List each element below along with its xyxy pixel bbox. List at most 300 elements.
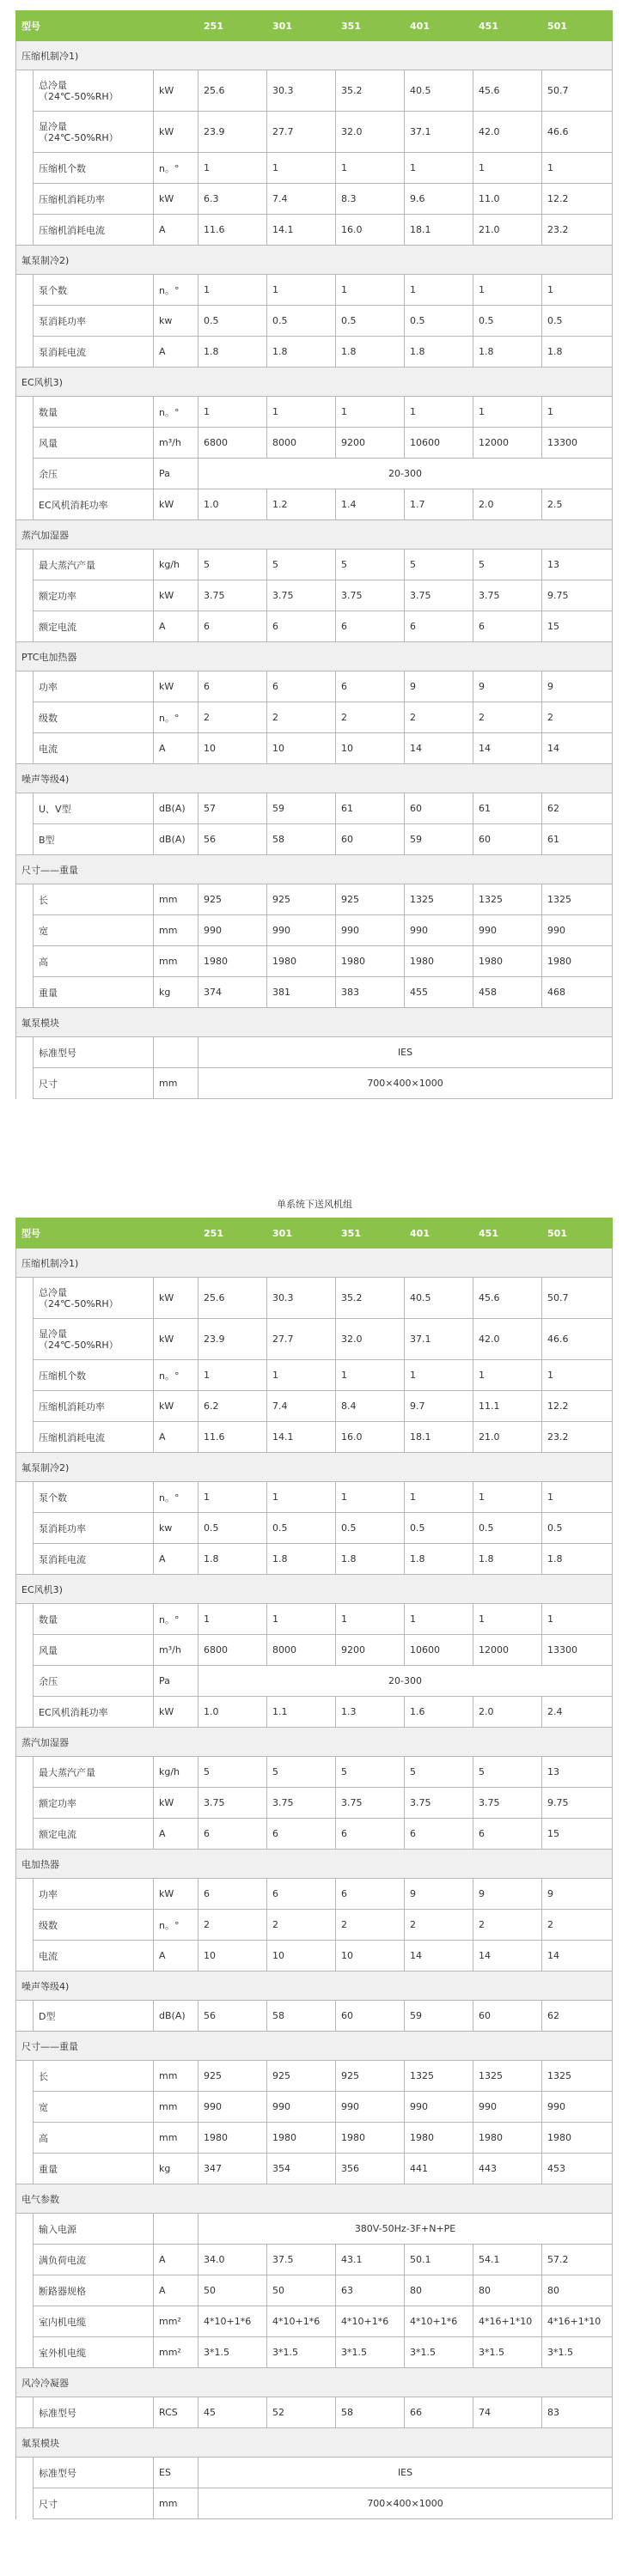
row-value: 5 — [405, 550, 473, 580]
table-row — [16, 2092, 613, 2123]
row-value: 59 — [405, 2001, 473, 2032]
row-value: 5 — [336, 1757, 405, 1788]
row-value: 0.5 — [267, 306, 336, 337]
row-value: 43.1 — [336, 2245, 405, 2275]
row-value: 2 — [198, 1910, 267, 1941]
header-cell: 501 — [542, 1218, 613, 1249]
row-value: 2 — [336, 1910, 405, 1941]
table-row — [16, 2275, 613, 2306]
row-label: 泵消耗功率 — [34, 1513, 154, 1544]
row-unit: kW — [154, 1319, 198, 1360]
header-model: 型号 — [16, 11, 198, 41]
table-row — [16, 1482, 613, 1513]
indent-cell — [16, 215, 34, 246]
table-row — [16, 2123, 613, 2154]
row-value: 1 — [405, 1604, 473, 1635]
indent-cell — [16, 397, 34, 428]
row-value: 1 — [336, 397, 405, 428]
table-row — [16, 824, 613, 855]
row-unit: kW — [154, 1879, 198, 1910]
row-value: 62 — [542, 793, 613, 824]
row-value: 1 — [267, 1604, 336, 1635]
indent-cell — [16, 2397, 34, 2428]
section-row — [16, 1249, 613, 1278]
table-row — [16, 1422, 613, 1453]
section-row — [16, 2368, 613, 2397]
indent-cell — [16, 1788, 34, 1819]
row-value: 3.75 — [336, 1788, 405, 1819]
indent-cell — [16, 1068, 34, 1099]
section-title: 蒸汽加湿器 — [16, 1728, 613, 1757]
row-value: 32.0 — [336, 112, 405, 153]
row-unit: kW — [154, 1788, 198, 1819]
row-value: 9 — [473, 1879, 542, 1910]
row-value: 6 — [198, 671, 267, 702]
row-value: 6.3 — [198, 184, 267, 215]
row-value: 6 — [405, 1819, 473, 1850]
row-unit: kW — [154, 1697, 198, 1728]
row-value: 1 — [473, 1482, 542, 1513]
row-label: 标准型号 — [34, 2458, 154, 2488]
row-value: 1325 — [473, 884, 542, 915]
row-value: 12000 — [473, 428, 542, 459]
row-unit: kW — [154, 112, 198, 153]
row-unit: n。° — [154, 1910, 198, 1941]
indent-cell — [16, 489, 34, 520]
row-value: 9.75 — [542, 580, 613, 611]
row-value: 50.7 — [542, 1278, 613, 1319]
row-value: 14 — [473, 733, 542, 764]
row-value: 1.4 — [336, 489, 405, 520]
row-value: 1980 — [542, 946, 613, 977]
row-value: 0.5 — [267, 1513, 336, 1544]
row-value: 12.2 — [542, 184, 613, 215]
row-value: 0.5 — [473, 306, 542, 337]
indent-cell — [16, 112, 34, 153]
row-value: 990 — [336, 915, 405, 946]
row-value: 1.8 — [336, 337, 405, 368]
row-value: 34.0 — [198, 2245, 267, 2275]
row-value: 13300 — [542, 1635, 613, 1666]
indent-cell — [16, 2306, 34, 2337]
section-title: 尺寸——重量 — [16, 2032, 613, 2061]
table-row — [16, 1788, 613, 1819]
row-value: 1 — [336, 1360, 405, 1391]
row-value: 6 — [336, 611, 405, 642]
row-unit: m³/h — [154, 428, 198, 459]
indent-cell — [16, 824, 34, 855]
row-label: 压缩机消耗电流 — [34, 1422, 154, 1453]
row-unit: mm — [154, 884, 198, 915]
row-value: 1.2 — [267, 489, 336, 520]
row-unit: A — [154, 215, 198, 246]
row-label-sub: （24℃-50%RH） — [39, 1339, 119, 1351]
table-row — [16, 1391, 613, 1422]
row-value: 15 — [542, 611, 613, 642]
row-value: 1 — [473, 1360, 542, 1391]
section-title: PTC电加热器 — [16, 642, 613, 671]
row-label: 断路器规格 — [34, 2275, 154, 2306]
row-label: 功率 — [34, 1879, 154, 1910]
header-cell: 251 — [198, 1218, 267, 1249]
row-value: 10600 — [405, 428, 473, 459]
row-span-value: IES — [198, 1037, 613, 1068]
section-row — [16, 2428, 613, 2458]
row-label — [34, 70, 154, 112]
row-value: 990 — [405, 915, 473, 946]
row-value: 1 — [267, 397, 336, 428]
row-value: 32.0 — [336, 1319, 405, 1360]
row-value: 6 — [198, 1879, 267, 1910]
row-label: 泵消耗电流 — [34, 337, 154, 368]
row-value: 6 — [267, 671, 336, 702]
row-unit: mm² — [154, 2337, 198, 2368]
section-row — [16, 2184, 613, 2214]
row-value: 11.0 — [473, 184, 542, 215]
row-label — [34, 1278, 154, 1319]
row-value: 2.5 — [542, 489, 613, 520]
row-value: 10 — [198, 733, 267, 764]
row-value: 1 — [405, 275, 473, 306]
row-value: 83 — [542, 2397, 613, 2428]
table-row — [16, 215, 613, 246]
row-value: 1 — [473, 275, 542, 306]
table-row — [16, 1697, 613, 1728]
row-unit: RCS — [154, 2397, 198, 2428]
row-value: 990 — [336, 2092, 405, 2123]
row-value: 1.8 — [473, 1544, 542, 1575]
row-label: 风量 — [34, 428, 154, 459]
row-value: 1325 — [542, 2061, 613, 2092]
section-row — [16, 246, 613, 275]
row-value: 6 — [198, 611, 267, 642]
row-value: 6 — [267, 1819, 336, 1850]
row-value: 61 — [542, 824, 613, 855]
row-value: 0.5 — [405, 1513, 473, 1544]
header-cell: 251 — [198, 11, 267, 41]
header-cell: 451 — [473, 1218, 542, 1249]
row-value: 45.6 — [473, 1278, 542, 1319]
indent-cell — [16, 550, 34, 580]
row-value: 11.6 — [198, 1422, 267, 1453]
row-unit: A — [154, 611, 198, 642]
row-value: 57 — [198, 793, 267, 824]
table-row — [16, 1604, 613, 1635]
row-value: 59 — [405, 824, 473, 855]
row-label: 压缩机消耗电流 — [34, 215, 154, 246]
row-value: 11.1 — [473, 1391, 542, 1422]
row-label: 泵消耗电流 — [34, 1544, 154, 1575]
table-row — [16, 580, 613, 611]
section-title: EC风机3) — [16, 1575, 613, 1604]
row-unit: dB(A) — [154, 793, 198, 824]
row-unit: kW — [154, 1391, 198, 1422]
row-value: 13300 — [542, 428, 613, 459]
section-title: 蒸汽加湿器 — [16, 520, 613, 550]
indent-cell — [16, 2061, 34, 2092]
indent-cell — [16, 1604, 34, 1635]
table-row — [16, 489, 613, 520]
section-title: 压缩机制冷1) — [16, 41, 613, 70]
section-row — [16, 368, 613, 397]
row-label: 压缩机个数 — [34, 153, 154, 184]
row-value: 3.75 — [405, 580, 473, 611]
row-value: 25.6 — [198, 1278, 267, 1319]
table-row — [16, 153, 613, 184]
row-label: 数量 — [34, 397, 154, 428]
row-unit: mm — [154, 2061, 198, 2092]
indent-cell — [16, 70, 34, 112]
indent-cell — [16, 1910, 34, 1941]
row-value: 80 — [542, 2275, 613, 2306]
table-row — [16, 2061, 613, 2092]
row-label — [34, 1319, 154, 1360]
row-value: 3*1.5 — [198, 2337, 267, 2368]
section-title: 尺寸——重量 — [16, 855, 613, 884]
row-value: 57.2 — [542, 2245, 613, 2275]
row-unit: n。° — [154, 275, 198, 306]
indent-cell — [16, 1635, 34, 1666]
row-value: 990 — [405, 2092, 473, 2123]
row-value: 990 — [267, 2092, 336, 2123]
row-unit: kW — [154, 580, 198, 611]
row-value: 27.7 — [267, 112, 336, 153]
row-value: 63 — [336, 2275, 405, 2306]
table-row — [16, 2337, 613, 2368]
section-title: 电加热器 — [16, 1850, 613, 1879]
table-row — [16, 112, 613, 153]
row-value: 1.1 — [267, 1697, 336, 1728]
row-value: 2 — [336, 702, 405, 733]
row-value: 5 — [473, 550, 542, 580]
row-value: 1 — [198, 275, 267, 306]
table-row — [16, 1757, 613, 1788]
row-value: 10 — [267, 733, 336, 764]
row-value: 3.75 — [267, 1788, 336, 1819]
row-value: 5 — [267, 550, 336, 580]
row-label: 额定电流 — [34, 1819, 154, 1850]
row-unit: n。° — [154, 153, 198, 184]
row-value: 2 — [405, 1910, 473, 1941]
table-row — [16, 1037, 613, 1068]
table-row — [16, 70, 613, 112]
row-value: 1 — [473, 153, 542, 184]
row-value: 45.6 — [473, 70, 542, 112]
row-value: 58 — [267, 824, 336, 855]
indent-cell — [16, 946, 34, 977]
row-value: 925 — [198, 884, 267, 915]
row-value: 1 — [473, 1604, 542, 1635]
row-value: 3*1.5 — [336, 2337, 405, 2368]
row-value: 2.0 — [473, 1697, 542, 1728]
row-value: 1980 — [198, 946, 267, 977]
row-unit: kg — [154, 977, 198, 1008]
row-value: 1.6 — [405, 1697, 473, 1728]
table-row — [16, 915, 613, 946]
row-value: 8000 — [267, 1635, 336, 1666]
row-value: 1.8 — [405, 1544, 473, 1575]
indent-cell — [16, 2245, 34, 2275]
row-value: 3*1.5 — [405, 2337, 473, 2368]
row-value: 56 — [198, 824, 267, 855]
row-value: 60 — [473, 824, 542, 855]
row-value: 16.0 — [336, 215, 405, 246]
indent-cell — [16, 275, 34, 306]
table-row — [16, 2397, 613, 2428]
indent-cell — [16, 671, 34, 702]
header-cell: 401 — [405, 11, 473, 41]
row-value: 4*16+1*10 — [473, 2306, 542, 2337]
row-unit: kw — [154, 1513, 198, 1544]
row-value: 1 — [405, 1482, 473, 1513]
row-value: 6 — [267, 611, 336, 642]
row-value: 5 — [405, 1757, 473, 1788]
row-label: 电流 — [34, 733, 154, 764]
row-value: 62 — [542, 2001, 613, 2032]
row-value: 1 — [198, 1482, 267, 1513]
row-value: 59 — [267, 793, 336, 824]
indent-cell — [16, 1757, 34, 1788]
row-value: 35.2 — [336, 70, 405, 112]
row-value: 990 — [542, 915, 613, 946]
row-label: 压缩机个数 — [34, 1360, 154, 1391]
row-value: 6 — [336, 671, 405, 702]
row-unit: A — [154, 1941, 198, 1971]
row-label-sub: （24℃-50%RH） — [39, 90, 119, 102]
row-label: B型 — [34, 824, 154, 855]
indent-cell — [16, 1482, 34, 1513]
row-value: 18.1 — [405, 215, 473, 246]
row-value: 30.3 — [267, 70, 336, 112]
row-value: 42.0 — [473, 112, 542, 153]
indent-cell — [16, 1879, 34, 1910]
row-value: 6800 — [198, 428, 267, 459]
row-value: 1 — [198, 397, 267, 428]
row-label: 室外机电缆 — [34, 2337, 154, 2368]
row-value: 2.4 — [542, 1697, 613, 1728]
table-row — [16, 884, 613, 915]
row-value: 37.1 — [405, 1319, 473, 1360]
table-row — [16, 459, 613, 489]
row-value: 1980 — [267, 2123, 336, 2154]
row-unit: n。° — [154, 1604, 198, 1635]
table-row — [16, 1819, 613, 1850]
row-value: 80 — [473, 2275, 542, 2306]
row-value: 60 — [336, 2001, 405, 2032]
row-value: 1.7 — [405, 489, 473, 520]
indent-cell — [16, 611, 34, 642]
section-row — [16, 855, 613, 884]
row-label: 功率 — [34, 671, 154, 702]
row-label: 室内机电缆 — [34, 2306, 154, 2337]
row-unit: mm — [154, 2123, 198, 2154]
row-value: 1.8 — [542, 337, 613, 368]
section-title: 氟泵制冷2) — [16, 246, 613, 275]
section-title: 噪声等级4) — [16, 764, 613, 793]
row-value: 27.7 — [267, 1319, 336, 1360]
row-value: 2 — [473, 1910, 542, 1941]
row-unit: Pa — [154, 1666, 198, 1697]
row-unit: n。° — [154, 702, 198, 733]
row-value: 1 — [198, 1360, 267, 1391]
row-value: 23.2 — [542, 1422, 613, 1453]
indent-cell — [16, 2123, 34, 2154]
table-row — [16, 2306, 613, 2337]
row-value: 9200 — [336, 428, 405, 459]
row-unit: kg — [154, 2154, 198, 2184]
indent-cell — [16, 1697, 34, 1728]
row-unit: kW — [154, 489, 198, 520]
row-value: 1 — [405, 153, 473, 184]
row-value: 1 — [198, 153, 267, 184]
row-value: 9.7 — [405, 1391, 473, 1422]
row-unit: n。° — [154, 397, 198, 428]
row-unit: n。° — [154, 1482, 198, 1513]
row-span-value: IES — [198, 2458, 613, 2488]
table-row — [16, 733, 613, 764]
row-value: 16.0 — [336, 1422, 405, 1453]
row-value: 5 — [267, 1757, 336, 1788]
row-value: 1 — [267, 1482, 336, 1513]
row-label: 额定功率 — [34, 580, 154, 611]
row-label-sub: （24℃-50%RH） — [39, 131, 119, 143]
row-value: 925 — [267, 884, 336, 915]
row-value: 1325 — [405, 2061, 473, 2092]
row-value: 1 — [542, 1604, 613, 1635]
table-row — [16, 1544, 613, 1575]
section-row — [16, 1850, 613, 1879]
row-value: 14 — [405, 1941, 473, 1971]
row-value: 8000 — [267, 428, 336, 459]
row-value: 8.4 — [336, 1391, 405, 1422]
row-value: 40.5 — [405, 70, 473, 112]
indent-cell — [16, 459, 34, 489]
row-label-sub: （24℃-50%RH） — [39, 1297, 119, 1309]
row-value: 60 — [336, 824, 405, 855]
row-value: 12.2 — [542, 1391, 613, 1422]
section-row — [16, 1971, 613, 2001]
row-value: 1.3 — [336, 1697, 405, 1728]
row-unit: m³/h — [154, 1635, 198, 1666]
row-unit: A — [154, 733, 198, 764]
indent-cell — [16, 337, 34, 368]
row-value: 374 — [198, 977, 267, 1008]
header-cell: 351 — [336, 1218, 405, 1249]
row-value: 356 — [336, 2154, 405, 2184]
indent-cell — [16, 733, 34, 764]
row-value: 14 — [542, 1941, 613, 1971]
indent-cell — [16, 306, 34, 337]
row-value: 990 — [267, 915, 336, 946]
row-value: 1 — [267, 1360, 336, 1391]
header-cell: 351 — [336, 11, 405, 41]
table-row — [16, 2458, 613, 2488]
row-value: 347 — [198, 2154, 267, 2184]
row-value: 9 — [405, 671, 473, 702]
row-value: 1 — [542, 153, 613, 184]
row-value: 6 — [473, 1819, 542, 1850]
row-value: 1980 — [473, 946, 542, 977]
row-value: 2 — [473, 702, 542, 733]
section-row — [16, 1008, 613, 1037]
row-value: 5 — [336, 550, 405, 580]
row-value: 455 — [405, 977, 473, 1008]
row-unit: mm — [154, 946, 198, 977]
indent-cell — [16, 1819, 34, 1850]
row-value: 3.75 — [198, 1788, 267, 1819]
row-span-value: 700×400×1000 — [198, 2488, 613, 2519]
row-span-value: 20-300 — [198, 459, 613, 489]
